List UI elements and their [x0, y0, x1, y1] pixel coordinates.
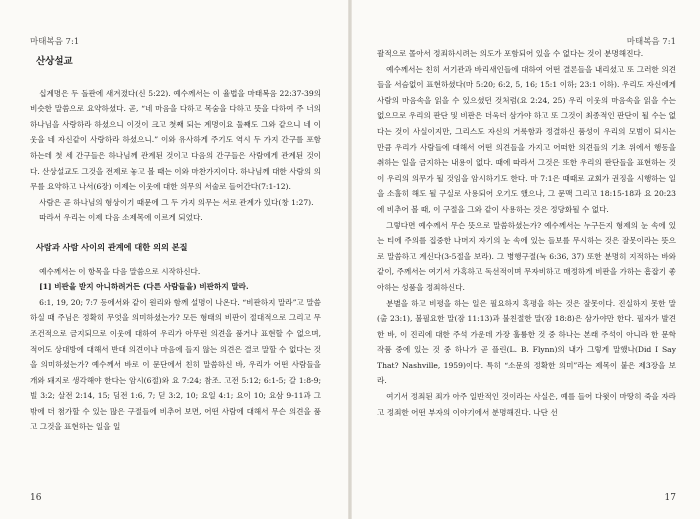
right-page-body — [377, 46, 676, 420]
right-page — [351, 0, 700, 519]
paragraph: 사람은 곧 하나님의 형상이기 때문에 그 두 가지 의무는 서로 관계가 있다(창 1:27). — [39, 197, 314, 207]
left-page — [0, 0, 349, 519]
paragraph: 그렇다면 예수께서 무슨 뜻으로 말씀하셨는가? 예수께서는 누구든지 형제의 눈 속에 있는 티에 주의를 집중한 나머지 자기의 눈 속에 있는 들보를 무시하는 것은 잘못이라는 뜻으로 말씀하고 계신다(3-5절을 보라). 그 병행구절(눅 6:36, 37) 또한 분명히 지적하는 바와 같이, 주께서는 여기서 가혹하고 독선적이며 무자비하고 매정하게 비판을 가하는 흠잡기 좋아하는 성품을 정죄하신다. — [377, 220, 676, 292]
paragraph: 십계명은 두 돌판에 새겨졌다(신 5:22). 예수께서는 이 율법을 마태복음 22:37-39의 비슷한 말씀으로 요약하셨다. 곧, “네 마음을 다하고 목숨을 다하고 뜻을 다하여 주 너의 하나님을 사랑하라 하셨으니 이것이 크고 첫째 되는 계명이요 둘째도 그와 같으니 네 이웃을 네 자신같이 사랑하라 하셨으니.” 이와 유사하게 주기도 역시 두 가지 간구를 포함하는데 첫 세 간구들은 하나님께 관계된 것이고 다음의 간구들은 사람에게 관계된 것이다. 산상설교도 그것을 전제로 놓고 볼 때는 이와 마찬가지이다. 하나님께 대한 사람의 의무를 요약하고 나서(6장) 이제는 이웃에 대한 의무의 서술로 들어간다(7:1-12). — [30, 88, 321, 192]
paragraph: 괄적으로 몰아서 정죄하시려는 의도가 포함되어 있을 수 없다는 것이 분명해진다. — [377, 49, 644, 58]
section-heading: 산상설교 — [36, 56, 73, 67]
running-head-left: 마태복음 7:1 — [30, 37, 80, 47]
verse-text: [1] 비판을 받지 아니하려거든 (다른 사람들을) 비판하지 말라. — [39, 282, 249, 292]
paragraph: 6:1, 19, 20; 7:7 등에서와 같이 원리와 함께 설명이 나온다. “비판하지 말라”고 말씀하실 때 주님은 정확히 무엇을 의미하셨는가? 모든 형태의 비판이 절대적으로 그리고 무조건적으로 금지되므로 이웃에 대하여 우리가 아무런 의견을 품거나 표현할 수 없으며, 적어도 상대방에 대해서 반대 의견이나 마음에 들지 않는 의견은 결코 말할 수 없다는 것을 의미하셨는가? 예수께서 바로 이 문단에서 친히 말씀하신 바, 우리가 어떤 사람들을 개와 돼지로 생각해야 한다는 암시(6절)와 요 7:24; 참조. 고전 5:12; 6:1-5; 갈 1:8-9; 빌 3:2; 살전 2:14, 15; 딤전 1:6, 7; 딛 3:2, 10; 요일 4:1; 요이 10; 요삼 9-11과 그 밖에 더 첨가할 수 있는 많은 구절들에 비추어 보면, 어떤 사람에 대해서 무슨 의견을 품고 그것을 표현하는 일을 일 — [30, 297, 321, 432]
paragraph: 따라서 우리는 이제 다음 소제목에 이르게 되었다. — [39, 213, 203, 223]
paragraph: 여기서 정죄된 죄가 아주 일반적인 것이라는 사실은, 예를 들어 다윗이 마땅히 죽을 자라고 정죄한 어떤 부자의 이야기에서 분명해진다. 나단 선 — [377, 392, 676, 417]
subsection-heading: 사람과 사람 사이의 관계에 대한 의의 본질 — [36, 241, 188, 252]
running-head-right: 마태복음 7:1 — [626, 37, 676, 47]
paragraph: 분별을 하고 비평을 하는 일은 필요하지 혹평을 하는 것은 잘못이다. 진실하지 못한 말(출 23:1), 불필요한 말(잠 11:13)과 불친절한 말(잠 18:8)은 삼가야만 한다. 필자가 발견한 바, 이 진리에 대한 주석 가운데 가장 훌륭한 것 중 하나는 본래 주석이 아니라 한 문학 작품 중에 있는 것 중 하나가 곧 플린(L. B. Flynn)의 내가 그렇게 말했나(Did I Say That? Nashville, 1959)이다. 특히 “소문의 정확한 의미”라는 제목이 붙은 제3장을 보라. — [377, 298, 676, 386]
paragraph: 예수께서는 친히 서기관과 바리새인들에 대하여 어떤 결론들을 내리셨고 또 그러한 의견들을 서슴없이 표현하셨다(마 5:20; 6:2, 5, 16; 15:1 이하; 23:1 이하). 우리도 자신에게 사람의 마음속을 읽을 수 있으셨던 것처럼(요 2:24, 25) 우리 이웃의 마음속을 읽을 수는 없으므로 우리의 판단 및 비판은 더욱더 삼가야 하고 또 그것이 최종적인 판단이 될 수는 없다는 것이 사실이지만, 그리스도 자신의 거룩함과 정결하신 품성이 우리의 모범이 되시는 만큼 우리가 사람들에 대해서 어떤 의견들을 가지고 어떠한 의견들의 기초 위에서 행동을 취하는 일을 금지하는 내용이 없다. 때에 따라서 그것은 또한 우리의 판단들을 표현하는 것이 우리의 의무가 될 것임을 암시하기도 한다. 마 7:1은 때때로 교회가 권징을 시행하는 일을 소홀히 해도 될 구실로 사용되어 오기도 했으나, 그 문맥 그리고 18:15-18과 요 20:23에 비추어 볼 때, 이 구절을 그와 같이 사용하는 것은 정당화될 수 없다. — [377, 64, 676, 214]
page-number-left: 16 — [30, 493, 42, 503]
page-number-right: 17 — [664, 493, 676, 503]
left-page-body — [30, 54, 321, 435]
paragraph: 예수께서는 이 항목을 다음 말씀으로 시작하신다. — [39, 266, 201, 276]
